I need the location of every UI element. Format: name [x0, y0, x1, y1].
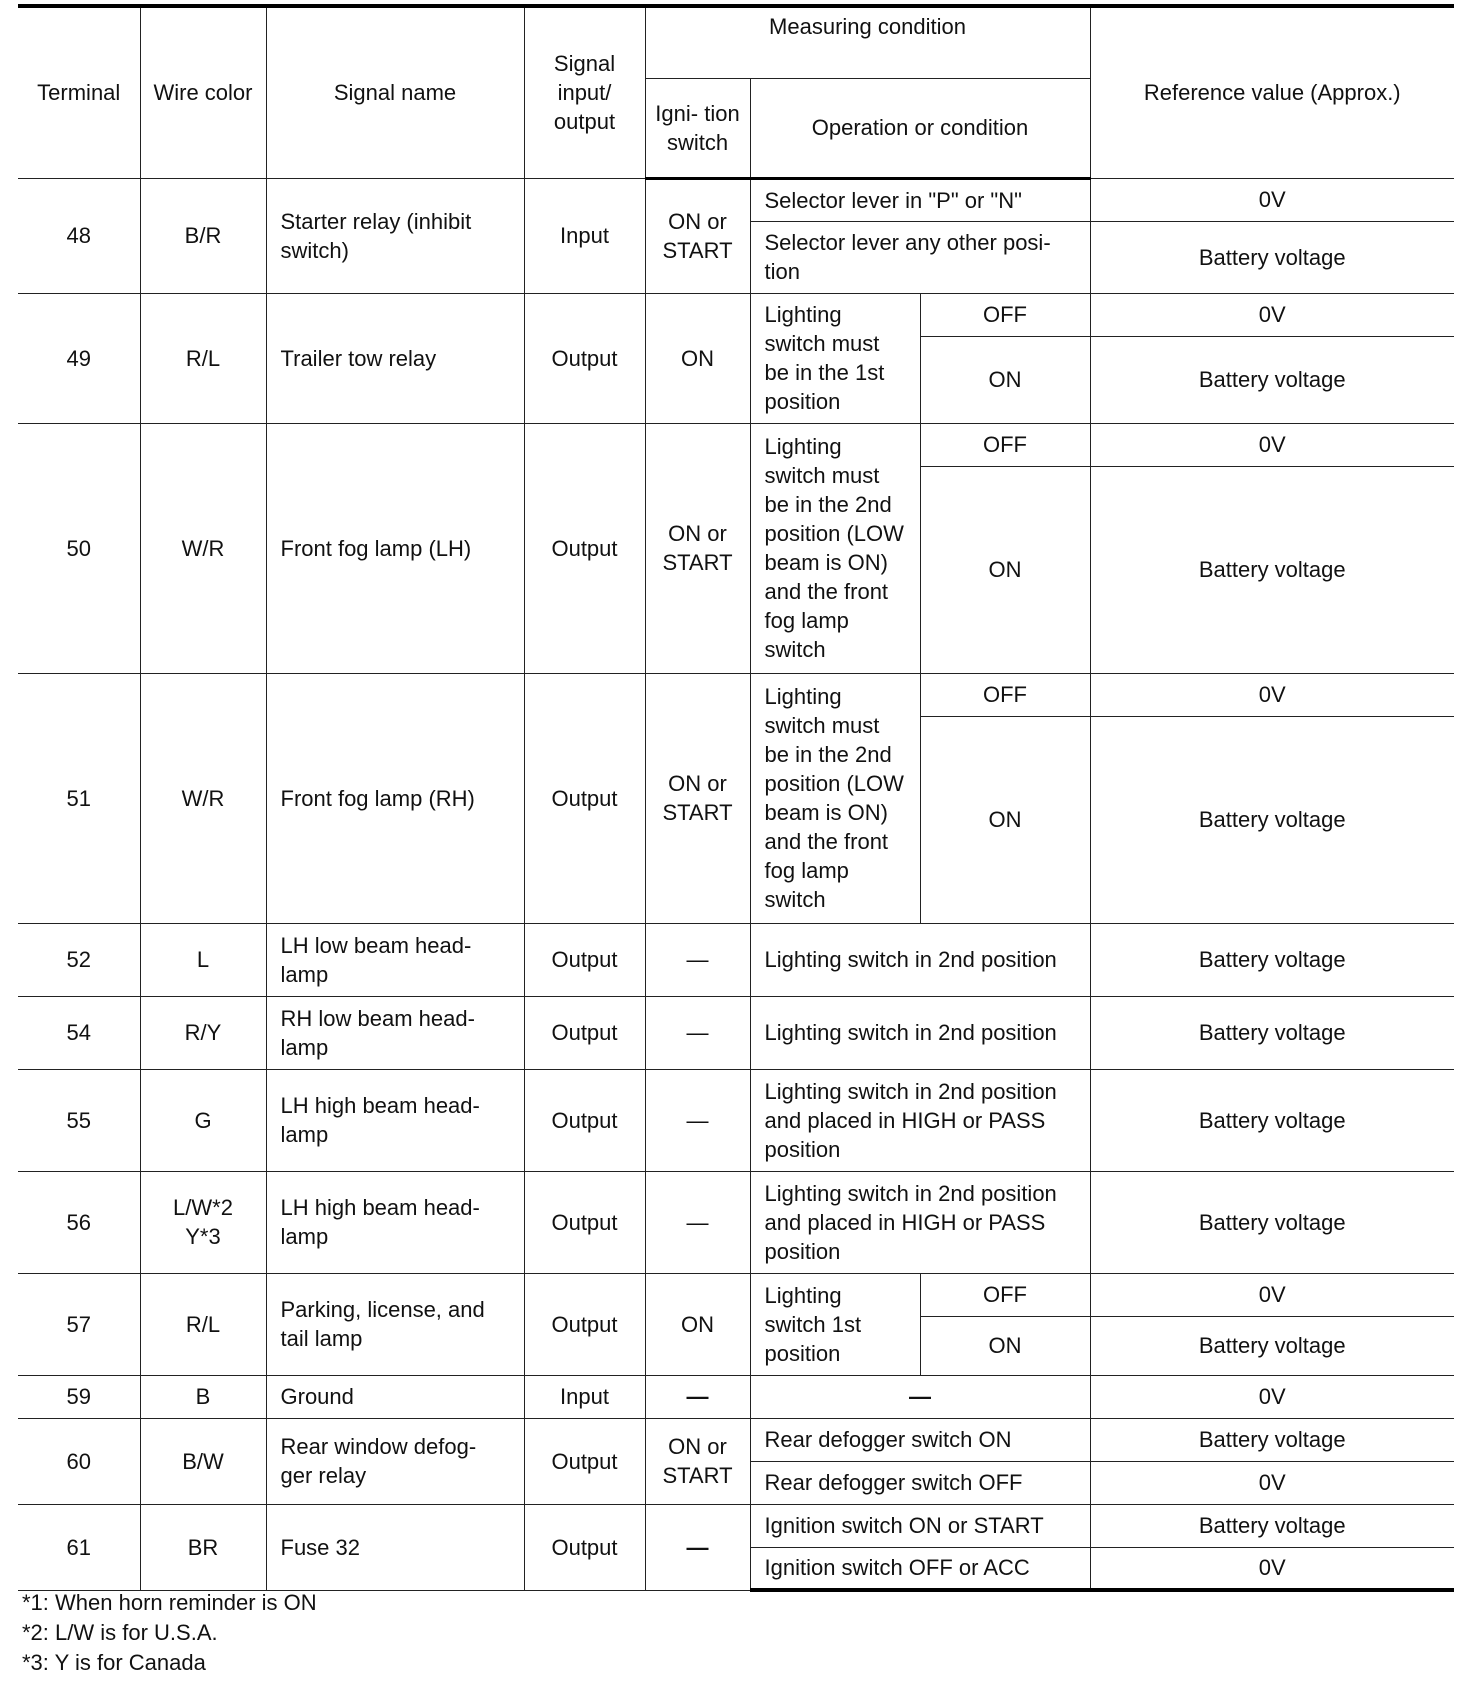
wire-color-cell: BR	[140, 1504, 266, 1590]
signal-io-cell: Output	[524, 423, 645, 673]
header-terminal: Terminal	[18, 6, 140, 178]
table-row	[18, 1504, 1454, 1547]
header-ignition-switch: Igni- tion switch	[645, 78, 750, 178]
condition-cell: Ignition switch OFF or ACC	[750, 1547, 1090, 1590]
signal-name-cell: LH high beam head- lamp	[266, 1069, 524, 1171]
reference-value-cell: 0V	[1090, 1273, 1454, 1316]
condition-cell: Lighting switch in 2nd position and placed in HIGH or PASS position	[750, 1171, 1090, 1273]
wire-color-cell: R/Y	[140, 996, 266, 1069]
reference-value-cell: Battery voltage	[1090, 1504, 1454, 1547]
footnote-3: *3: Y is for Canada	[22, 1650, 206, 1675]
signal-io-cell: Input	[524, 1375, 645, 1418]
terminal-cell: 55	[18, 1069, 140, 1171]
table-row	[18, 673, 1454, 716]
wire-color-cell	[140, 1171, 266, 1273]
wire-color-cell: G	[140, 1069, 266, 1171]
reference-value-cell: Battery voltage	[1090, 923, 1454, 996]
signal-io-cell: Output	[524, 673, 645, 923]
table-row	[18, 1171, 1454, 1273]
wire-color-cell: W/R	[140, 423, 266, 673]
condition-cell: Lighting switch 1st position	[750, 1273, 920, 1375]
terminal-reference-table-container	[18, 4, 1454, 1592]
switch-state-cell: OFF	[920, 673, 1090, 716]
ignition-cell: ON or START	[645, 178, 750, 293]
terminal-cell: 54	[18, 996, 140, 1069]
table-row	[18, 1375, 1454, 1418]
header-signal-io: Signal input/ output	[524, 6, 645, 178]
ignition-cell: —	[645, 996, 750, 1069]
wire-color-cell: B	[140, 1375, 266, 1418]
wire-color-cell: B/R	[140, 178, 266, 293]
signal-name-cell: Rear window defog- ger relay	[266, 1418, 524, 1504]
header-measuring-condition: Measuring condition	[645, 6, 1090, 78]
signal-io-cell: Output	[524, 1171, 645, 1273]
footnote-2: *2: L/W is for U.S.A.	[22, 1620, 218, 1645]
condition-cell: Lighting switch in 2nd position and placed in HIGH or PASS position	[750, 1069, 1090, 1171]
reference-value-cell: 0V	[1090, 1375, 1454, 1418]
switch-state-cell: OFF	[920, 293, 1090, 336]
header-signal-name: Signal name	[266, 6, 524, 178]
wire-color-canada: Y*3	[185, 1224, 221, 1249]
table-row	[18, 178, 1454, 221]
switch-state-cell: OFF	[920, 423, 1090, 466]
table-row	[18, 923, 1454, 996]
signal-name-cell: Parking, license, and tail lamp	[266, 1273, 524, 1375]
terminal-cell: 59	[18, 1375, 140, 1418]
terminal-cell: 61	[18, 1504, 140, 1590]
condition-cell: Lighting switch in 2nd position	[750, 996, 1090, 1069]
reference-value-cell: 0V	[1090, 423, 1454, 466]
ignition-cell: —	[645, 1504, 750, 1590]
reference-value-cell: Battery voltage	[1090, 221, 1454, 293]
condition-cell: Lighting switch must be in the 2nd position (LOW beam is ON) and the front fog lamp switch	[750, 423, 920, 673]
ignition-cell: ON or START	[645, 1418, 750, 1504]
signal-name-cell: Fuse 32	[266, 1504, 524, 1590]
table-row	[18, 1069, 1454, 1171]
wire-color-cell: R/L	[140, 1273, 266, 1375]
signal-io-cell: Input	[524, 178, 645, 293]
ignition-cell: —	[645, 1171, 750, 1273]
condition-cell: Rear defogger switch OFF	[750, 1461, 1090, 1504]
ignition-cell: ON	[645, 293, 750, 423]
table-row	[18, 423, 1454, 466]
table-row	[18, 293, 1454, 336]
ignition-cell: —	[645, 1375, 750, 1418]
signal-io-cell: Output	[524, 1069, 645, 1171]
wire-color-cell: L	[140, 923, 266, 996]
table-row	[18, 1273, 1454, 1316]
terminal-cell: 57	[18, 1273, 140, 1375]
condition-cell: Selector lever any other posi- tion	[750, 221, 1090, 293]
terminal-cell: 49	[18, 293, 140, 423]
header-wire-color: Wire color	[140, 6, 266, 178]
reference-value-cell: Battery voltage	[1090, 1418, 1454, 1461]
reference-value-cell: Battery voltage	[1090, 1171, 1454, 1273]
reference-value-cell: 0V	[1090, 293, 1454, 336]
ignition-cell: —	[645, 923, 750, 996]
ignition-cell: ON or START	[645, 673, 750, 923]
condition-cell: Lighting switch must be in the 1st position	[750, 293, 920, 423]
terminal-cell: 56	[18, 1171, 140, 1273]
condition-cell: Lighting switch in 2nd position	[750, 923, 1090, 996]
reference-value-cell: Battery voltage	[1090, 336, 1454, 423]
footnote-1: *1: When horn reminder is ON	[22, 1590, 317, 1615]
switch-state-cell: ON	[920, 466, 1090, 673]
ignition-cell: —	[645, 1069, 750, 1171]
reference-value-cell: Battery voltage	[1090, 716, 1454, 923]
signal-io-cell: Output	[524, 923, 645, 996]
terminal-reference-table	[18, 4, 1454, 1592]
signal-name-cell: Front fog lamp (RH)	[266, 673, 524, 923]
signal-name-cell: Front fog lamp (LH)	[266, 423, 524, 673]
signal-io-cell: Output	[524, 1273, 645, 1375]
signal-name-cell: RH low beam head- lamp	[266, 996, 524, 1069]
reference-value-cell: 0V	[1090, 1547, 1454, 1590]
terminal-cell: 52	[18, 923, 140, 996]
condition-cell: Lighting switch must be in the 2nd position (LOW beam is ON) and the front fog lamp switch	[750, 673, 920, 923]
condition-cell: Ignition switch ON or START	[750, 1504, 1090, 1547]
signal-io-cell: Output	[524, 996, 645, 1069]
header-row-1	[18, 6, 1454, 78]
wire-color-cell: B/W	[140, 1418, 266, 1504]
reference-value-cell: 0V	[1090, 178, 1454, 221]
signal-io-cell: Output	[524, 1418, 645, 1504]
wire-color-usa: L/W*2	[173, 1195, 233, 1220]
signal-name-cell: LH high beam head- lamp	[266, 1171, 524, 1273]
footnotes	[22, 1588, 317, 1678]
header-reference-value: Reference value (Approx.)	[1090, 6, 1454, 178]
terminal-cell: 60	[18, 1418, 140, 1504]
reference-value-cell: 0V	[1090, 673, 1454, 716]
signal-name-cell: Trailer tow relay	[266, 293, 524, 423]
signal-io-cell: Output	[524, 1504, 645, 1590]
table-row	[18, 996, 1454, 1069]
switch-state-cell: OFF	[920, 1273, 1090, 1316]
signal-name-cell: Starter relay (inhibit switch)	[266, 178, 524, 293]
reference-value-cell: Battery voltage	[1090, 1069, 1454, 1171]
condition-cell: —	[750, 1375, 1090, 1418]
wire-color-cell: W/R	[140, 673, 266, 923]
ignition-cell: ON	[645, 1273, 750, 1375]
wire-color-cell: R/L	[140, 293, 266, 423]
signal-name-cell: Ground	[266, 1375, 524, 1418]
header-operation-condition: Operation or condition	[750, 78, 1090, 178]
signal-name-cell: LH low beam head- lamp	[266, 923, 524, 996]
switch-state-cell: ON	[920, 336, 1090, 423]
terminal-cell: 51	[18, 673, 140, 923]
ignition-cell: ON or START	[645, 423, 750, 673]
terminal-cell: 48	[18, 178, 140, 293]
reference-value-cell: Battery voltage	[1090, 1316, 1454, 1375]
reference-value-cell: 0V	[1090, 1461, 1454, 1504]
table-row	[18, 1418, 1454, 1461]
reference-value-cell: Battery voltage	[1090, 466, 1454, 673]
signal-io-cell: Output	[524, 293, 645, 423]
condition-cell: Selector lever in "P" or "N"	[750, 178, 1090, 221]
switch-state-cell: ON	[920, 716, 1090, 923]
terminal-cell: 50	[18, 423, 140, 673]
reference-value-cell: Battery voltage	[1090, 996, 1454, 1069]
condition-cell: Rear defogger switch ON	[750, 1418, 1090, 1461]
switch-state-cell: ON	[920, 1316, 1090, 1375]
